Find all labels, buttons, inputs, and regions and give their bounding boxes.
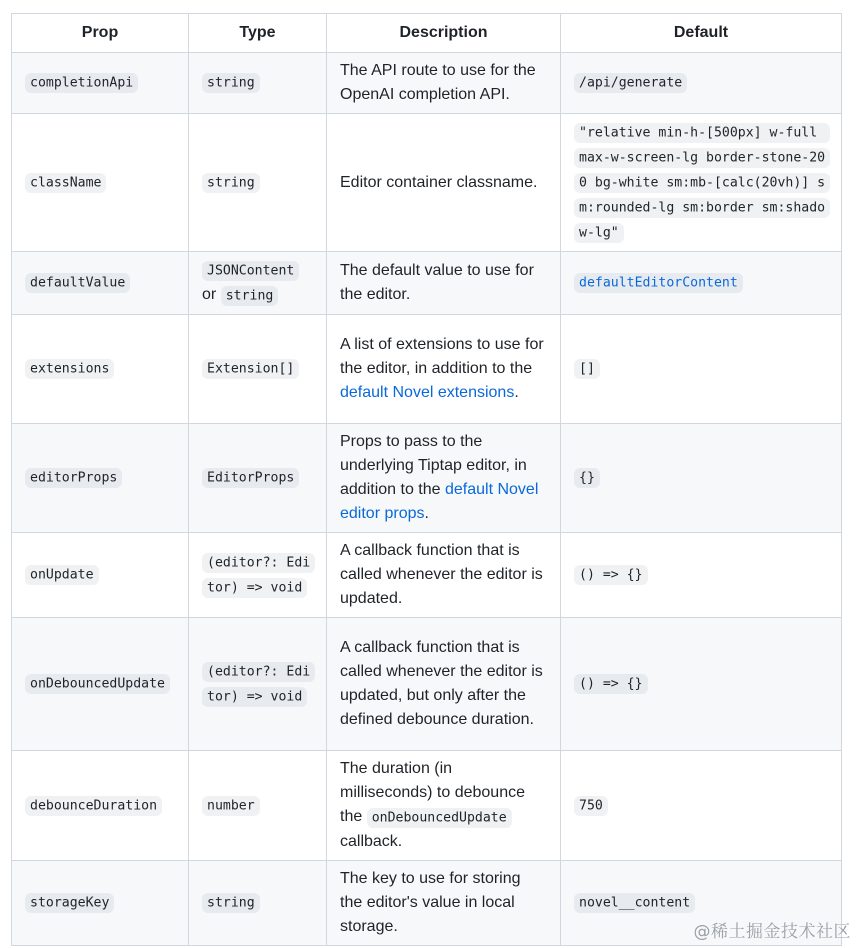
type-cell: [189, 618, 327, 751]
prop-type: (editor?: Editor) => void: [202, 553, 315, 598]
description-cell: [327, 751, 561, 861]
default-value: {}: [574, 468, 600, 488]
prop-type: number: [202, 796, 260, 816]
prop-cell: [12, 751, 189, 861]
header-default: Default: [561, 14, 842, 53]
default-value: novel__content: [574, 893, 695, 913]
description-cell: A callback function that is called whenever the editor is updated.: [327, 533, 561, 618]
prop-cell: [12, 315, 189, 424]
default-cell: [561, 751, 842, 861]
description-text-end: .: [514, 384, 519, 401]
prop-name: onDebouncedUpdate: [25, 674, 170, 694]
table-row: [12, 53, 842, 114]
default-value: 750: [574, 796, 608, 816]
prop-name: completionApi: [25, 73, 138, 93]
default-value: () => {}: [574, 674, 648, 694]
table-header: [12, 14, 842, 53]
default-cell: [561, 252, 842, 315]
table-row: [12, 114, 842, 252]
table-row: [12, 424, 842, 533]
prop-type: string: [202, 73, 260, 93]
prop-cell: [12, 53, 189, 114]
default-value: /api/generate: [574, 73, 687, 93]
default-cell: [561, 618, 842, 751]
description-cell: [327, 424, 561, 533]
table-row: [12, 618, 842, 751]
prop-name: editorProps: [25, 468, 122, 488]
description-cell: Editor container classname.: [327, 114, 561, 252]
type-cell: [189, 751, 327, 861]
header-description: Description: [327, 14, 561, 53]
prop-cell: [12, 533, 189, 618]
watermark: @稀土掘金技术社区: [693, 922, 851, 942]
table-body: [12, 53, 842, 946]
header-type: Type: [189, 14, 327, 53]
description-text-end: callback.: [340, 833, 403, 850]
default-value: []: [574, 359, 600, 379]
type-cell: [189, 53, 327, 114]
description-cell: [327, 315, 561, 424]
type-cell: [189, 424, 327, 533]
prop-type-alt: string: [221, 286, 279, 306]
prop-name: defaultValue: [25, 273, 130, 293]
prop-cell: [12, 618, 189, 751]
type-cell: [189, 114, 327, 252]
prop-name: storageKey: [25, 893, 114, 913]
header-prop: Prop: [12, 14, 189, 53]
prop-name: className: [25, 173, 106, 193]
prop-name: debounceDuration: [25, 796, 162, 816]
description-text-end: .: [424, 505, 429, 522]
prop-type: JSONContent: [202, 261, 299, 281]
default-novel-editor-props-link[interactable]: default Novel editor props: [340, 481, 539, 522]
description-code: onDebouncedUpdate: [367, 808, 512, 828]
default-cell: [561, 114, 842, 252]
description-cell: The default value to use for the editor.: [327, 252, 561, 315]
description-cell: A callback function that is called whenever the editor is updated, but only after the defined debounce duration.: [327, 618, 561, 751]
table-row: [12, 252, 842, 315]
default-cell: [561, 53, 842, 114]
prop-name: extensions: [25, 359, 114, 379]
default-novel-extensions-link[interactable]: default Novel extensions: [340, 384, 515, 401]
default-value: () => {}: [574, 565, 648, 585]
prop-type: Extension[]: [202, 359, 299, 379]
prop-cell: [12, 424, 189, 533]
type-cell: [189, 861, 327, 946]
prop-type: string: [202, 893, 260, 913]
default-value: "relative min-h-[500px] w-full max-w-screen-lg border-stone-200 bg-white sm:mb-[calc(20vh)] sm:rounded-lg sm:border sm:shadow-lg": [574, 123, 830, 243]
prop-name: onUpdate: [25, 565, 99, 585]
prop-cell: [12, 861, 189, 946]
prop-type: (editor?: Editor) => void: [202, 662, 315, 707]
header-row: [12, 14, 842, 53]
description-text: A list of extensions to use for the editor, in addition to the: [340, 336, 544, 377]
default-value-link[interactable]: defaultEditorContent: [574, 273, 743, 293]
description-text: Props to pass to the underlying Tiptap editor, in addition to the: [340, 433, 527, 498]
table-row: [12, 751, 842, 861]
description-text: The duration (in milliseconds) to debounce the: [340, 760, 525, 825]
table-row: [12, 315, 842, 424]
type-or-text: or: [202, 286, 217, 303]
type-cell: [189, 315, 327, 424]
prop-type: EditorProps: [202, 468, 299, 488]
type-cell: [189, 533, 327, 618]
description-cell: The API route to use for the OpenAI completion API.: [327, 53, 561, 114]
default-cell: [561, 424, 842, 533]
description-cell: The key to use for storing the editor's value in local storage.: [327, 861, 561, 946]
table-row: [12, 533, 842, 618]
prop-cell: [12, 114, 189, 252]
prop-type: string: [202, 173, 260, 193]
props-table: [11, 13, 842, 946]
default-cell: [561, 533, 842, 618]
prop-cell: [12, 252, 189, 315]
type-cell: [189, 252, 327, 315]
default-cell: [561, 315, 842, 424]
